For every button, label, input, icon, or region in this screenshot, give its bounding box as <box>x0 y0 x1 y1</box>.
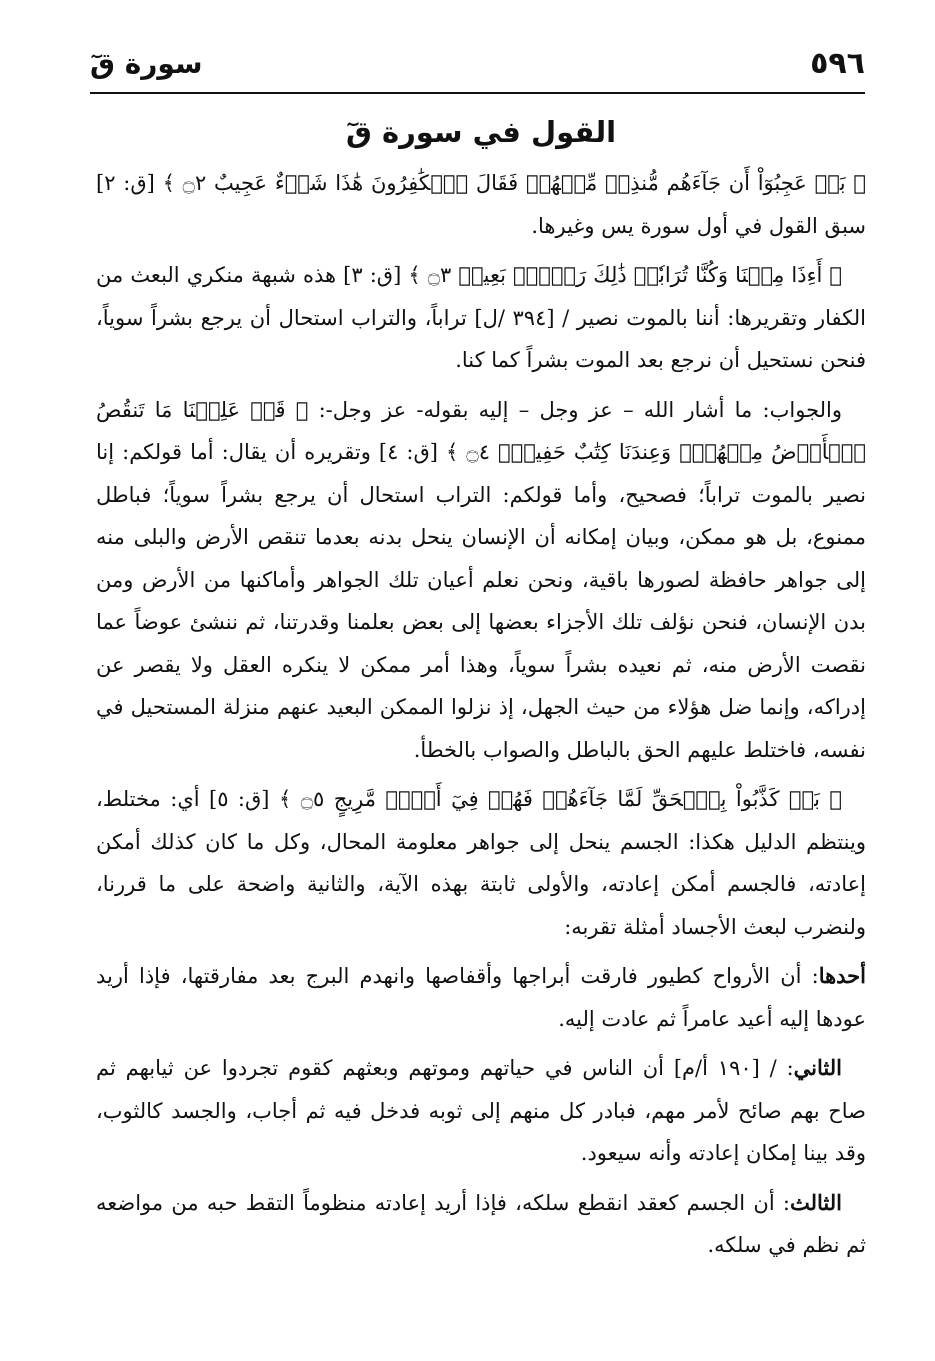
paragraph-text: : أن الأرواح كطيور فارقت أبراجها وأقفاصها وانهدم البرج بعد مفارقتها، فإذا أريد عودها إليه أعيد عامراً ثم عادت إليه. <box>96 964 866 1031</box>
paragraph-text: : / [١٩٠ أ/م] أن الناس في حياتهم وموتهم وبعثهم كقوم تجردوا عن ثيابهم ثم صاح بهم صائح لأمر مهم، فبادر كل منهم إلى ثوبه فدخل فيه ثم أجاب، والجسد كالثوب، وقد بينا إمكان إعادته وأنه سيعود. <box>96 1056 866 1165</box>
quran-verse: ﴿ أَءِذَا مِتۡنَا وَكُنَّا تُرَابٗاۖ ذَٰلِكَ رَجۡعُۢ بَعِيدٞ ۝٣ ﴾ <box>408 263 842 287</box>
running-title: سورة قٓ <box>90 47 203 80</box>
paragraph-4 <box>96 778 866 948</box>
paragraph-7 <box>96 1182 866 1267</box>
paragraph-2 <box>96 254 866 382</box>
page-header <box>90 38 865 94</box>
paragraph-text: [ق: ٣] هذه شبهة منكري البعث من الكفار وتقريرها: أننا بالموت نصير / [٣٩٤ /ل] تراباً، والتراب استحال أن يرجع بشراً سوياً، فنحن نستحيل أن نرجع بعد الموت بشراً كما كنا. <box>96 263 866 372</box>
quran-verse: ﴿ بَلۡ عَجِبُوٓاْ أَن جَآءَهُم مُّنذِرٞ مِّنۡهُمۡ فَقَالَ ٱلۡكَٰفِرُونَ هَٰذَا شَيۡءٌ عَجِيبٌ ۝٢ ﴾ <box>162 171 867 195</box>
example-heading: الثالث <box>790 1189 842 1215</box>
paragraph-text: [ق: ٤] وتقريره أن يقال: أما قولكم: إنا نصير بالموت تراباً؛ فصحيح، وأما قولكم: التراب استحال أن يرجع بشراً سوياً؛ فباطل ممنوع، بل هو ممكن، وبيان إمكانه أن الإنسان ينحل بدنه بعدما تنقص الأرض والبلى منه إلى جواهر حافظة لصورها باقية، ونحن نعلم أعيان تلك الجواهر وأماكنها من الأرض ومن بدن الإنسان، فنحن نؤلف تلك الأجزاء بعضها إلى بعض بعلمنا وقدرتنا، ثم ننشئ عوضاً عما نقصت الأرض منه، ثم نعيده بشراً سوياً، وهذا أمر ممكن لا ينكره العقل ولا يقصر عن إدراكه، وإنما ضل هؤلاء من حيث الجهل، إذ نزلوا الممكن البعيد عنهم منزلة المستحيل في نفسه، فاختلط عليهم الحق بالباطل والصواب بالخطأ. <box>96 440 866 762</box>
paragraph-6 <box>96 1047 866 1175</box>
quran-verse: ﴿ بَلۡ كَذَّبُواْ بِٱلۡحَقِّ لَمَّا جَآءَهُمۡ فَهُمۡ فِيٓ أَمۡرٖ مَّرِيجٍ ۝٥ ﴾ <box>278 787 842 811</box>
paragraph-5 <box>96 955 866 1040</box>
chapter-title: القول في سورة قٓ <box>345 115 617 149</box>
paragraph-text: [ق: ٥] أي: مختلط، وينتظم الدليل هكذا: الجسم ينحل إلى جواهر معلومة المحال، وكل ما كان كذلك أمكن إعادته، فالجسم أمكن إعادته، والأولى ثابتة بهذه الآية، والثانية واضحة على ما قررنا، ولنضرب لبعث الأجساد أمثلة تقربه: <box>96 787 866 939</box>
paragraph-1 <box>96 162 866 247</box>
paragraph-text: : أن الجسم كعقد انقطع سلكه، فإذا أريد إعادته منظوماً التقط حبه من مواضعه ثم نظم في سلكه. <box>96 1190 866 1257</box>
example-heading: الثاني <box>793 1055 842 1080</box>
header-divider <box>90 92 865 94</box>
example-heading: أحدها <box>818 963 866 988</box>
page-content <box>96 110 866 1274</box>
paragraph-text-intro: والجواب: ما أشار الله – عز وجل – إليه بقوله- عز وجل-: <box>308 397 842 422</box>
quran-verse: ﴿ قَدۡ عَلِمۡنَا مَا تَنقُصُ ٱلۡأَرۡضُ مِنۡهُمۡۖ وَعِندَنَا كِتَٰبٌ حَفِيظُۢ ۝٤ ﴾ <box>96 397 866 464</box>
paragraph-text: [ق: ٢] سبق القول في أول سورة يس وغيرها. <box>96 171 866 238</box>
paragraph-3 <box>96 389 866 772</box>
page-number: ٥٩٦ <box>810 46 865 81</box>
